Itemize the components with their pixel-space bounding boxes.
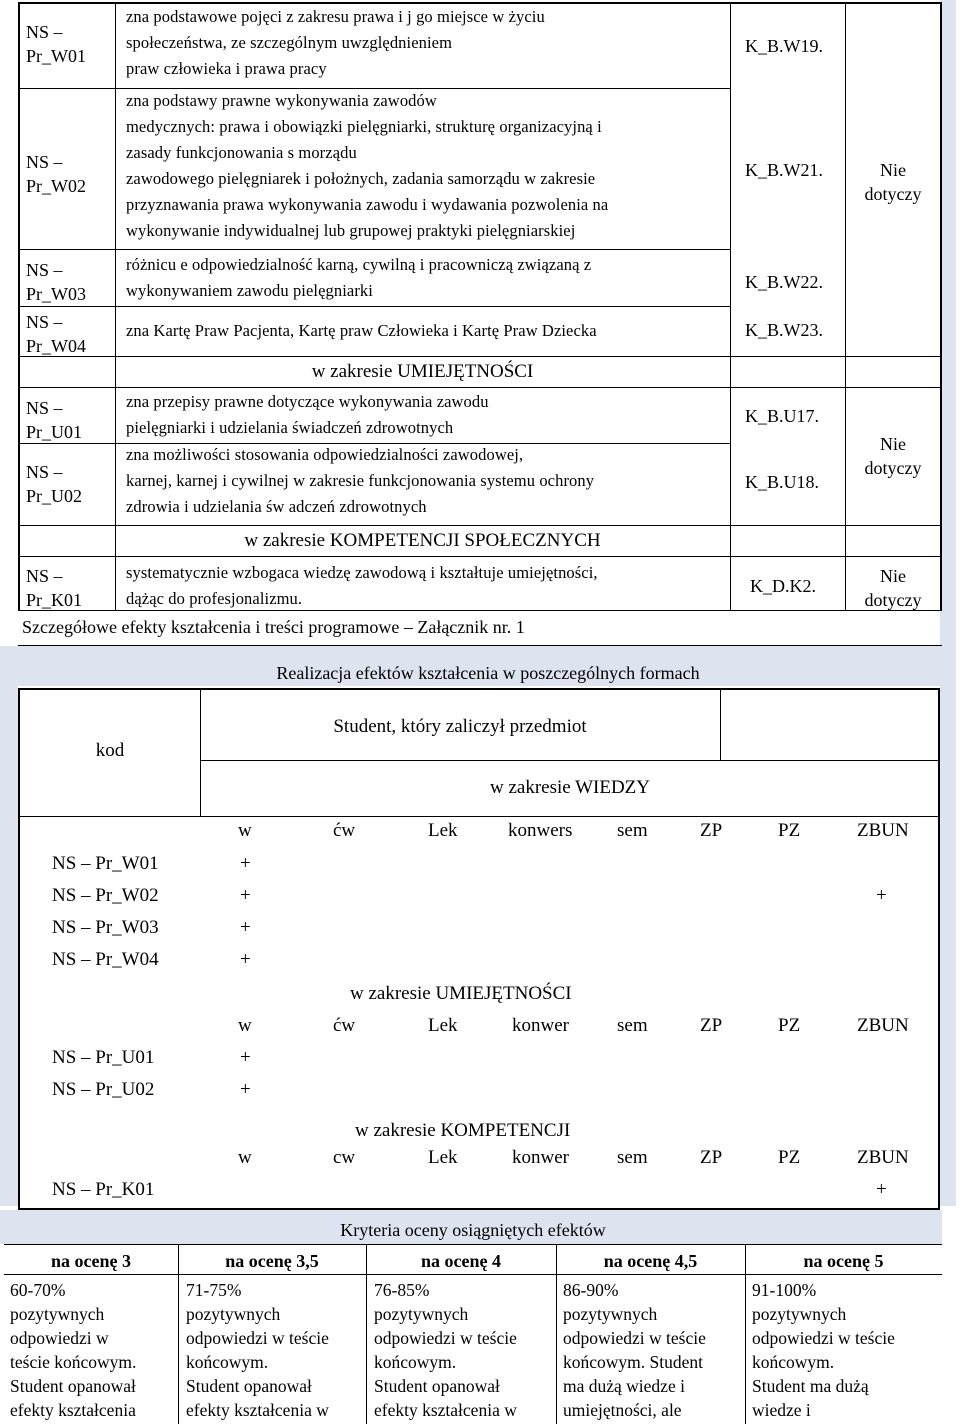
not-applicable-label: Nie dotyczy <box>864 434 922 478</box>
grade-header: na ocenę 3 <box>51 1251 131 1271</box>
mark-plus: + <box>876 885 887 906</box>
reference-code: K_B.W23. <box>745 320 823 340</box>
effect-description: zna przepisy prawne dotyczące wykonywania zawodu pielęgniarki i udzielania świadczeń zdrowotnych <box>126 392 489 437</box>
reference-code: K_B.W21. <box>745 160 823 180</box>
effect-code: NS – Pr_W04 <box>26 312 86 356</box>
knowledge-header: w zakresie WIEDZY <box>489 777 651 798</box>
mark-plus: + <box>240 1047 251 1068</box>
student-header: Student, który zaliczył przedmiot <box>333 716 587 737</box>
grade-header: na ocenę 4 <box>421 1251 501 1271</box>
criteria-heading: Kryteria oceny osiągniętych efektów <box>340 1220 606 1240</box>
table-row: NS – Pr_K01 <box>52 1179 155 1200</box>
competences-subheading: w zakresie KOMPETENCJI <box>355 1120 571 1141</box>
grade-criteria: 76-85% pozytywnych odpowiedzi w teście końcowym. Student opanował efekty kształcenia w <box>374 1280 517 1420</box>
table-row: NS – Pr_W01 <box>52 853 159 874</box>
effect-description: zna Kartę Praw Pacjenta, Kartę praw Człowieka i Kartę Praw Dziecka <box>126 321 597 340</box>
effect-code: NS – Pr_K01 <box>26 566 83 610</box>
table-row: NS – Pr_U01 <box>52 1047 155 1068</box>
reference-code: K_B.U18. <box>745 472 820 492</box>
grade-header: na ocenę 4,5 <box>603 1251 698 1271</box>
skills-subheading: w zakresie UMIEJĘTNOŚCI <box>350 983 572 1004</box>
forms-header-row: w ćw Lek konwers sem ZP PZ ZBUN <box>238 820 909 841</box>
mark-plus: + <box>240 949 251 970</box>
annex-heading: Szczegółowe efekty kształcenia i treści programowe – Załącznik nr. 1 <box>22 617 525 637</box>
reference-code: K_B.W22. <box>745 272 823 292</box>
not-applicable-label: Nie dotyczy <box>864 566 922 610</box>
not-applicable-label: Nie dotyczy <box>864 160 922 204</box>
effect-code: NS – Pr_W03 <box>26 260 86 304</box>
mark-plus: + <box>876 1179 887 1200</box>
reference-code: K_B.W19. <box>745 36 823 56</box>
code-column-header: kod <box>95 740 125 761</box>
effect-description: zna podstawy prawne wykonywania zawodów medycznych: prawa i obowiązki pielęgniarki, strukturę organizacyjną i zasady funkcjonowania s morządu zawodowego pielęgniarek i położnych, zadania samorządu w zakresie przyznawania prawa wykonywania zawodu i wydawania pozwolenia na wykonywanie indywidualnej lub grupowej praktyki pielęgniarskiej <box>126 91 609 240</box>
realization-heading: Realizacja efektów kształcenia w poszczególnych formach <box>276 663 700 683</box>
mark-plus: + <box>240 1079 251 1100</box>
mark-plus: + <box>240 917 251 938</box>
effect-code: NS – Pr_U01 <box>26 398 83 442</box>
effect-description: zna możliwości stosowania odpowiedzialności zawodowej, karnej, karnej i cywilnej w zakresie funkcjonowania systemu ochrony zdrowia i udzielania św adczeń zdrowotnych <box>126 445 595 516</box>
effect-code: NS – Pr_W02 <box>26 152 86 196</box>
table-margin-band <box>940 0 956 690</box>
table-row: NS – Pr_W02 <box>52 885 159 906</box>
effect-description: różnicu e odpowiedzialność karną, cywilną i pracowniczą związaną z wykonywaniem zawodu pielęgniarki <box>126 255 592 300</box>
grade-header: na ocenę 5 <box>803 1251 884 1271</box>
effect-code: NS – Pr_U02 <box>26 462 83 506</box>
effect-code: NS – Pr_W01 <box>26 22 86 66</box>
effect-description: systematycznie wzbogaca wiedzę zawodową i kształtuje umiejętności, dążąc do profesjonalizmu. <box>126 563 598 608</box>
grade-criteria: 91-100% pozytywnych odpowiedzi w teście końcowym. Student ma dużą wiedze i <box>752 1280 895 1420</box>
section-heading-skills: w zakresie UMIEJĘTNOŚCI <box>311 361 534 382</box>
effect-description: zna podstawowe pojęci z zakresu prawa i j go miejsce w życiu społeczeństwa, ze szczególnym uwzględnieniem praw człowieka i prawa pracy <box>126 7 545 78</box>
reference-code: K_D.K2. <box>750 576 816 596</box>
reference-code: K_B.U17. <box>745 406 820 426</box>
forms-header-row: w cw Lek konwer sem ZP PZ ZBUN <box>238 1147 909 1168</box>
forms-header-row: w ćw Lek konwer sem ZP PZ ZBUN <box>238 1015 909 1036</box>
section-heading-competences: w zakresie KOMPETENCJI SPOŁECZNYCH <box>244 530 601 551</box>
table-row: NS – Pr_U02 <box>52 1079 155 1100</box>
grade-criteria: 60-70% pozytywnych odpowiedzi w teście końcowym. Student opanował efekty kształcenia <box>10 1280 137 1420</box>
mark-plus: + <box>240 853 251 874</box>
table-row: NS – Pr_W04 <box>52 949 159 970</box>
table-row: NS – Pr_W03 <box>52 917 159 938</box>
mark-plus: + <box>240 885 251 906</box>
grade-criteria: 86-90% pozytywnych odpowiedzi w teście końcowym. Student ma dużą wiedze i umiejętności, ale <box>563 1280 706 1420</box>
grade-header: na ocenę 3,5 <box>225 1251 319 1271</box>
grade-criteria: 71-75% pozytywnych odpowiedzi w teście końcowym. Student opanował efekty kształcenia w <box>186 1280 329 1420</box>
